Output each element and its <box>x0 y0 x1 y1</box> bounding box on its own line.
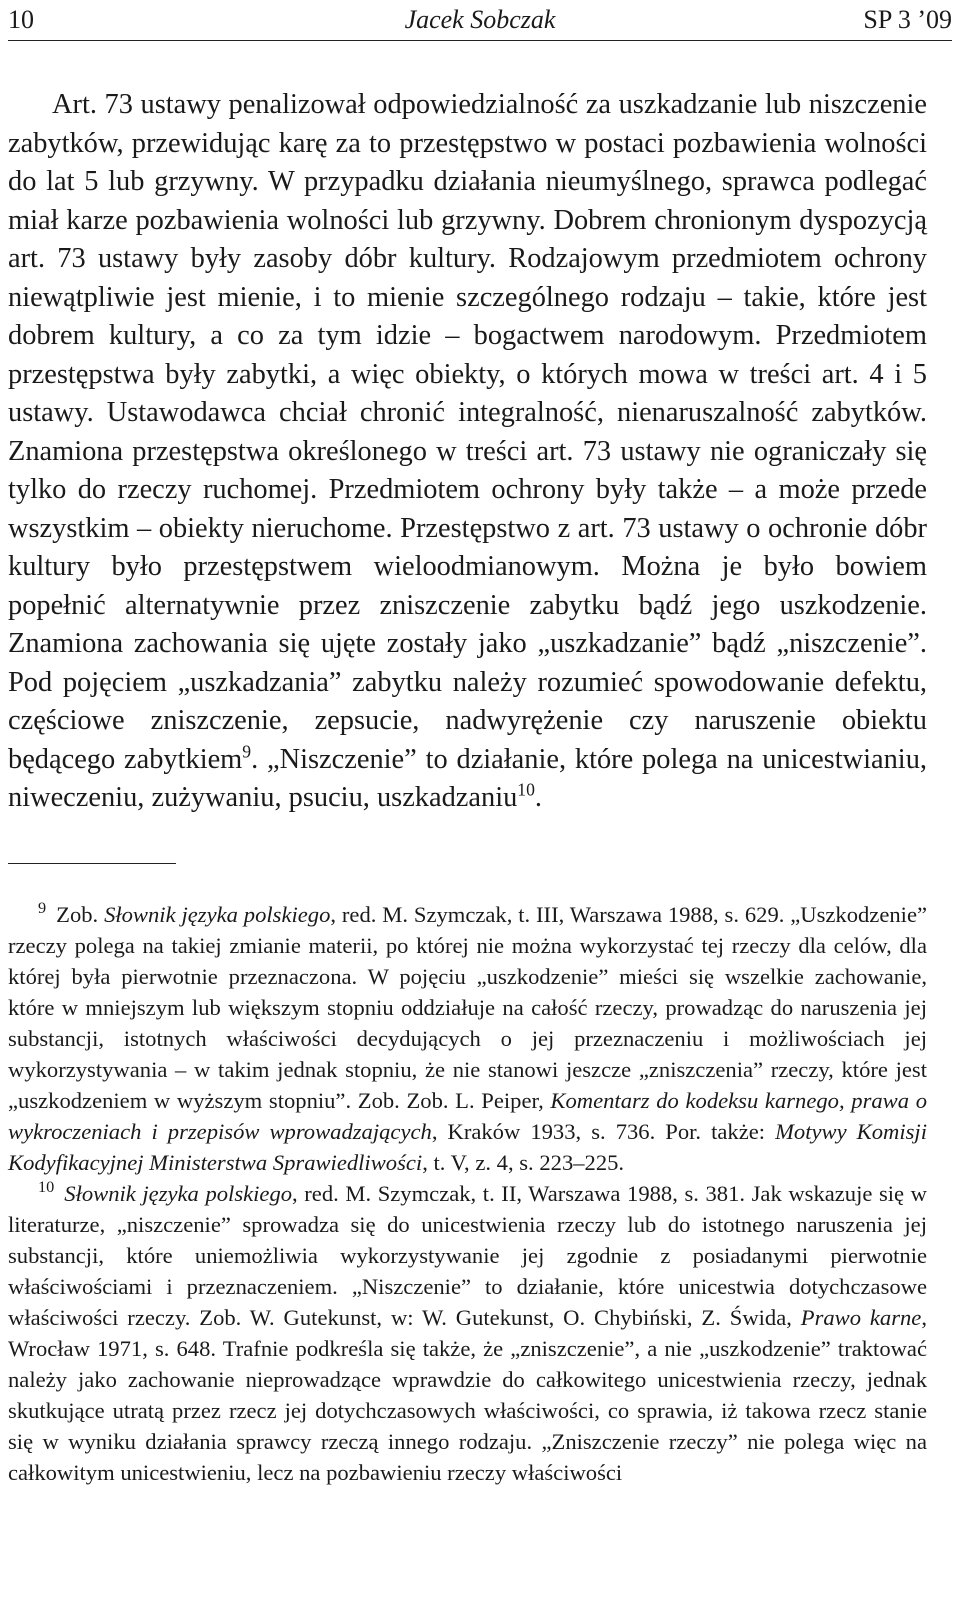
footnote-number: 10 <box>38 1178 55 1197</box>
body-paragraph <box>8 86 927 818</box>
running-header <box>8 2 952 41</box>
footnote-text: , Kraków 1933, s. 736. Por. także: <box>431 1119 776 1144</box>
cited-title: Słownik języka polskiego <box>104 902 331 927</box>
paragraph-end: . <box>534 782 542 813</box>
footnote-9 <box>8 899 927 1178</box>
header-page-number: 10 <box>8 5 34 34</box>
header-journal: SP 3 ’09 <box>863 5 952 34</box>
cited-title: Prawo karne <box>800 1305 922 1330</box>
footnote-text: Zob. <box>56 902 105 927</box>
paragraph-tail: . „Niszczenie” to działanie, które polega na unicestwianiu, niweczeniu, zużywaniu, psuciu, uszkadzaniu <box>8 743 927 813</box>
footnote-text: , red. M. Szymczak, t. III, Warszawa 1988, s. 629. „Uszkodzenie” rzeczy polega na takiej zmianie materii, po której nie można wykorzystać tej rzeczy dla celów, dla której była pierwotnie przeznaczona. W pojęciu „uszkodzenie” mieści się wszelkie zachowanie, które w mniejszym lub większym stopniu oddziałuje na całość rzeczy, prowadząc do naruszenia jej substancji, istotnych właściwości decydujących o jej przeznaczeniu i możliwościach jej wykorzystywania – w takim jednak stopniu, że nie stanowi jeszcze „zniszczenia” rzeczy, które jest „uszkodzeniem w wyższym stopniu”. Zob. Zob. L. Peiper, <box>8 902 927 1113</box>
footnote-text: , red. M. Szymczak, t. II, Warszawa 1988, s. 381. Jak wskazuje się w literaturze, „niszczenie” sprowadza się do unicestwienia rzeczy lub do istotnego naruszenia jej substancji, które uniemożliwia wykorzystywanie jej zgodnie z posiadanymi pierwotnie właściwościami i przeznaczeniem. „Niszczenie” to działanie, które unicestwia dotychczasowe właściwości rzeczy. Zob. W. Gutekunst, w: W. Gutekunst, O. Chybiński, Z. Świda, <box>8 1181 927 1330</box>
paragraph-text: Art. 73 ustawy penalizował odpowiedzialność za uszkadzanie lub niszczenie zabytków, przewidując karę za to przestępstwo w postaci pozbawienia wolności do lat 5 lub grzywny. W przypadku działania nieumyślnego, sprawca podlegać miał karze pozbawienia wolności lub grzywny. Dobrem chronionym dyspozycją art. 73 ustawy były zasoby dóbr kultury. Rodzajowym przedmiotem ochrony niewątpliwie jest mienie, i to mienie szczególnego rodzaju – takie, które jest dobrem kultury, a co za tym idzie – bogactwem narodowym. Przedmiotem przestępstwa były zabytki, a więc obiekty, o których mowa w treści art. 4 i 5 ustawy. Ustawodawca chciał chronić integralność, nienaruszalność zabytków. Znamiona przestępstwa określonego w treści art. 73 ustawy nie ograniczały się tylko do rzeczy ruchomej. Przedmiotem ochrony były także – a może przede wszystkim – obiekty nieruchome. Przestępstwo z art. 73 ustawy o ochronie dóbr kultury było przestępstwem wieloodmianowym. Można je było bowiem popełnić alternatywnie przez zniszczenie zabytku bądź jego uszkodzenie. Znamiona zachowania się ujęte zostały jako „uszkadzanie” bądź „niszczenie”. Pod pojęciem „uszkadzania” zabytku należy rozumieć spowodowanie defektu, częściowe zniszczenie, zepsucie, nadwyrężenie czy naruszenie obiektu będącego zabytkiem <box>8 89 927 775</box>
header-author: Jacek Sobczak <box>404 5 556 34</box>
footnote-number: 9 <box>38 899 47 918</box>
footnote-text: , Wrocław 1971, s. 648. Trafnie podkreśla się także, że „zniszczenie”, a nie „uszkodzenie” traktować należy jako zachowanie nieprowadzące wprawdzie do całkowitego unicestwienia rzeczy, jednak skutkujące utratą przez rzecz jej dotychczasowych właściwości, co sprawia, iż takowa rzecz stanie się w wyniku działania sprawcy rzeczą innego rodzaju. „Zniszczenie rzeczy” nie polega więc na całkowitym unicestwieniu, lecz na pozbawieniu rzeczy właściwości <box>8 1305 927 1485</box>
footnote-ref-9[interactable]: 9 <box>242 740 252 761</box>
main-text <box>8 86 927 818</box>
footnote-10 <box>8 1178 927 1488</box>
cited-title: Słownik języka polskiego <box>64 1181 293 1206</box>
footnote-ref-10[interactable]: 10 <box>517 779 535 800</box>
cited-title: Motywy Komisji Kodyfikacyjnej Ministerstwa Sprawiedliwości <box>8 1119 927 1175</box>
footnote-separator <box>8 863 176 864</box>
footnotes <box>8 899 927 1488</box>
footnote-text: , t. V, z. 4, s. 223–225. <box>422 1150 625 1175</box>
cited-title: Komentarz do kodeksu karnego, prawa o wykroczeniach i przepisów wprowadzających <box>8 1088 927 1144</box>
